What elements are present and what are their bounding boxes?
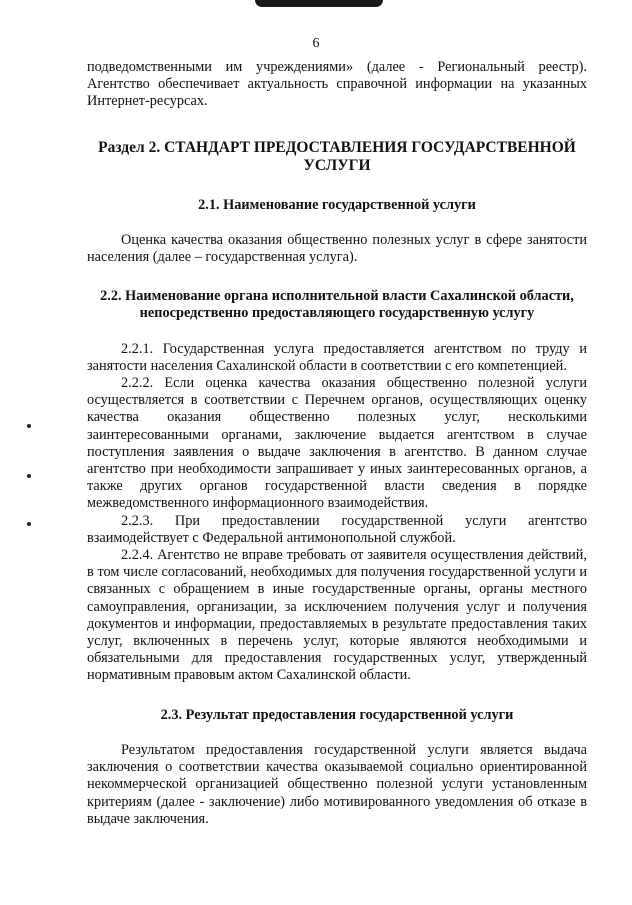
paragraph-2-2-4: 2.2.4. Агентство не вправе требовать от заявителя осуществления действий, в том числе согласований, необходимых для получения государственной услуги и связанных с обращением в иные государственные органы, органы местного самоуправления, организации, за исключением получения услуг и получения документов и информации, предоставляемых в результате предоставления таких услуг, включенных в перечень услуг, которые являются необходимыми и обязательными для предоставления государственных услуг, утвержденный нормативным правовым актом Сахалинской области.: [87, 547, 587, 684]
subsection-2-3-title: 2.3. Результат предоставления государственной услуги: [160, 706, 514, 723]
subsection-2-2-title: 2.2. Наименование органа исполнительной власти Сахалинской области, непосредственно предоставляющего государственную услугу: [100, 288, 574, 322]
subsection-2-3-text: Результатом предоставления государственной услуги является выдача заключения о соответствии качества оказываемой социально ориентированной некоммерческой организацией общественно полезной услуги установленным критериям (далее - заключение) либо мотивированного уведомления об отказе в выдаче заключения.: [87, 741, 587, 827]
paragraph-2-2-1: 2.2.1. Государственная услуга предоставляется агентством по труду и занятости населения Сахалинской области в соответствии с его компетенцией.: [87, 340, 587, 374]
subsection-2-1-text: Оценка качества оказания общественно полезных услуг в сфере занятости населения (далее – государственная услуга).: [87, 231, 587, 266]
margin-dot: [27, 522, 31, 526]
margin-dot: [27, 424, 31, 428]
margin-dot: [27, 474, 31, 478]
scan-binding-mark: [255, 0, 383, 7]
subsection-2-1-title: 2.1. Наименование государственной услуги: [198, 196, 476, 213]
section-title: Раздел 2. СТАНДАРТ ПРЕДОСТАВЛЕНИЯ ГОСУДАРСТВЕННОЙ УСЛУГИ: [98, 138, 576, 174]
paragraph-2-2-3: 2.2.3. При предоставлении государственной услуги агентство взаимодействует с Федеральной антимонопольной службой.: [87, 512, 587, 546]
document-body: [87, 59, 587, 828]
page-number: 6: [312, 36, 320, 51]
paragraph-2-2-2: 2.2.2. Если оценка качества оказания общественно полезной услуги осуществляется в соответствии с Перечнем органов, осуществляющих оценку качества оказания общественно полезных услуг, несколькими заинтересованными органами, заключение выдается агентством в случае поступления заявления о выдаче заключения в агентство. В данном случае агентство при необходимости запрашивает у иных заинтересованных органов, а также других органов государственной власти сведения в порядке межведомственного информационного взаимодействия.: [87, 375, 587, 512]
intro-paragraph: подведомственными им учреждениями» (далее - Региональный реестр). Агентство обеспечивает актуальность справочной информации на указанных Интернет-ресурсах.: [87, 59, 587, 110]
